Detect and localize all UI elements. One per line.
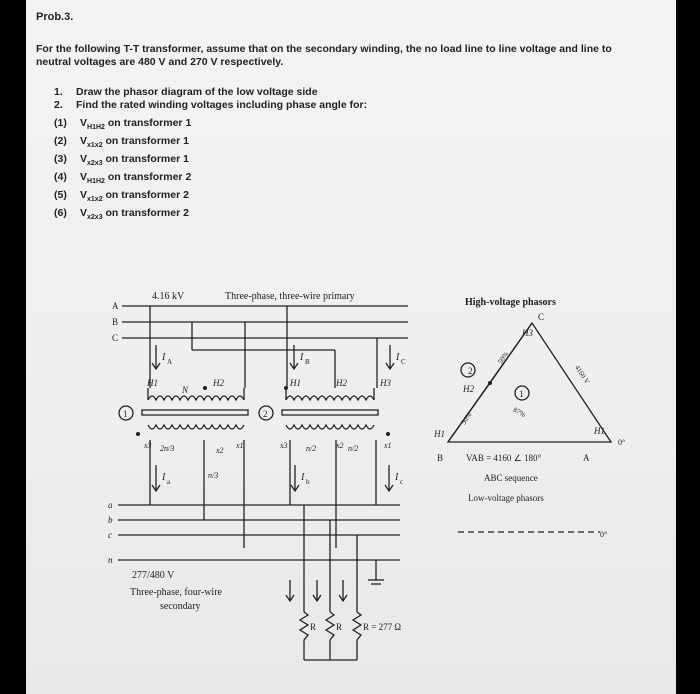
svg-text:87%: 87%	[511, 405, 527, 420]
svg-text:2n/3: 2n/3	[160, 444, 175, 453]
svg-text:a: a	[108, 500, 113, 510]
svg-text:N: N	[182, 385, 189, 395]
svg-text:I: I	[396, 352, 400, 363]
svg-text:x2: x2	[336, 441, 344, 450]
voltage-item: (4) $V_{H1H2}$ on transformer 2	[54, 171, 192, 186]
svg-text:2: 2	[468, 366, 473, 376]
svg-text:I: I	[162, 472, 166, 483]
svg-text:1: 1	[123, 409, 128, 419]
svg-text:c: c	[400, 478, 404, 486]
svg-text:n/2: n/2	[348, 444, 359, 453]
svg-text:A: A	[112, 301, 119, 311]
task-item: 1. Draw the phasor diagram of the low voltage side	[54, 86, 318, 98]
svg-text:C: C	[401, 358, 406, 366]
voltage-item: (2) $V_{x1x2}$ on transformer 1	[54, 135, 189, 150]
svg-text:2: 2	[263, 409, 268, 419]
svg-text:ABC sequence: ABC sequence	[484, 473, 538, 483]
svg-text:High-voltage phasors: High-voltage phasors	[465, 297, 556, 308]
svg-text:H3: H3	[380, 378, 391, 388]
svg-text:4.16 kV: 4.16 kV	[152, 291, 185, 302]
svg-text:x3: x3	[280, 441, 288, 450]
svg-text:C: C	[112, 333, 119, 343]
svg-text:B: B	[112, 317, 119, 327]
svg-text:H2: H2	[463, 384, 474, 394]
svg-text:I: I	[301, 472, 305, 483]
svg-text:1: 1	[519, 389, 524, 399]
svg-text:B: B	[305, 358, 310, 366]
svg-text:4160 V: 4160 V	[573, 363, 592, 386]
svg-text:H3: H3	[522, 328, 533, 338]
problem-title: Prob.3.	[36, 11, 74, 23]
svg-text:277/480 V: 277/480 V	[132, 570, 175, 581]
voltage-item: (5) $V_{x1x2}$ on transformer 2	[54, 189, 189, 204]
svg-text:n: n	[108, 555, 113, 565]
svg-text:b: b	[108, 515, 113, 525]
svg-text:A: A	[167, 358, 173, 366]
svg-text:A: A	[583, 453, 590, 463]
svg-text:Low-voltage phasors: Low-voltage phasors	[468, 493, 544, 503]
problem-intro: For the following T-T transformer, assume that on the secondary winding, the no load line to line voltage and line to neutral voltages are 480 V and 270 V respectively.	[36, 43, 612, 68]
svg-text:H1: H1	[434, 429, 445, 439]
svg-text:I: I	[162, 352, 166, 363]
svg-text:H2: H2	[336, 378, 347, 388]
svg-text:R = 277 Ω: R = 277 Ω	[363, 622, 402, 632]
svg-text:n/2: n/2	[306, 444, 317, 453]
svg-text:x2: x2	[216, 446, 224, 455]
svg-text:c: c	[108, 530, 112, 540]
task-item: 2. Find the rated winding voltages including phase angle for:	[54, 99, 368, 111]
svg-text:Three-phase, four-wire: Three-phase, four-wire	[130, 587, 222, 598]
svg-text:0°: 0°	[618, 438, 626, 447]
svg-text:secondary: secondary	[160, 601, 201, 612]
voltage-item: (6) $V_{x2x3}$ on transformer 2	[54, 207, 189, 222]
svg-text:H2: H2	[213, 378, 224, 388]
svg-text:0°: 0°	[600, 530, 608, 539]
svg-text:VAB = 4160 ∠ 180°: VAB = 4160 ∠ 180°	[466, 453, 542, 463]
svg-text:R: R	[336, 622, 343, 632]
svg-text:50%: 50%	[496, 350, 511, 366]
svg-text:H1: H1	[290, 378, 301, 388]
svg-text:I: I	[300, 352, 304, 363]
voltage-item: (3) $V_{x2x3}$ on transformer 1	[54, 153, 189, 168]
svg-text:a: a	[167, 478, 171, 486]
svg-text:C: C	[538, 312, 545, 322]
svg-text:R: R	[310, 622, 317, 632]
svg-text:H1: H1	[594, 426, 605, 436]
svg-text:Three-phase, three-wire primar: Three-phase, three-wire primary	[225, 291, 355, 302]
svg-text:H1: H1	[147, 378, 158, 388]
svg-text:B: B	[437, 453, 444, 463]
svg-text:b: b	[306, 478, 310, 486]
svg-text:x1: x1	[384, 441, 392, 450]
svg-text:n/3: n/3	[208, 471, 219, 480]
svg-text:50%: 50%	[459, 410, 474, 427]
voltage-item: (1) $V_{H1H2}$ on transformer 1	[54, 117, 192, 132]
svg-text:I: I	[395, 472, 399, 483]
svg-text:x3: x3	[144, 441, 152, 450]
svg-text:x1: x1	[236, 441, 244, 450]
